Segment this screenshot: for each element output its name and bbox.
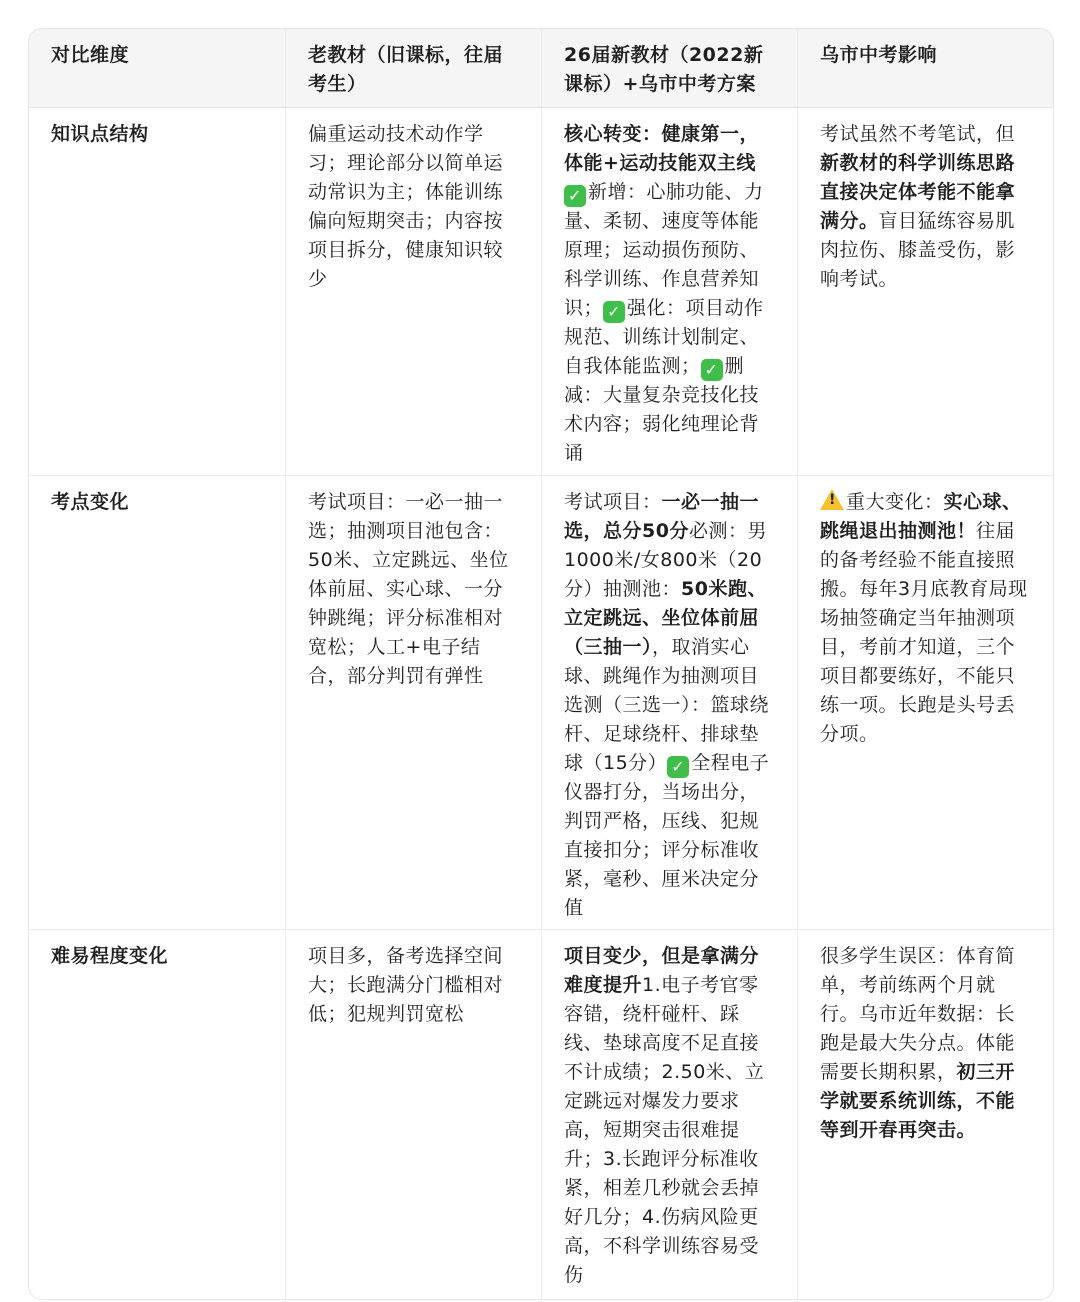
row-old-cell: 偏重运动技术动作学习；理论部分以简单运动常识为主；体能训练偏向短期突击；内容按项目拆分，健康知识较少 xyxy=(285,108,541,475)
new-text: 全程电子仪器打分，当场出分，判罚严格，压线、犯规直接扣分；评分标准收紧，毫秒、厘米决定分值 xyxy=(564,752,770,919)
row-dimension: 知识点结构 xyxy=(51,123,149,145)
row-new-cell xyxy=(541,476,797,929)
header-dimension: 对比维度 xyxy=(51,44,130,66)
row-new-cell xyxy=(541,108,797,475)
row-old-cell: 考试项目：一必一抽一选；抽测项目池包含：50米、立定跳远、坐位体前屈、实心球、一分钟跳绳；评分标准相对宽松；人工+电子结合，部分判罚有弹性 xyxy=(285,476,541,929)
new-text: 1.电子考官零容错，绕杆碰杆、踩线、垫球高度不足直接不计成绩；2.50米、立定跳远对爆发力要求高，短期突击很难提升；3.长跑评分标准收紧，相差几秒就会丢掉好几分；4.伤病风险更高，不科学训练容易受伤 xyxy=(564,974,765,1286)
new-highlight: 一必一抽一选，总分50分 xyxy=(564,491,760,542)
impact-highlight: 实心球、跳绳退出抽测池！ xyxy=(820,491,1022,542)
new-text: 删减：大量复杂竞技化技术内容；弱化纯理论背诵 xyxy=(564,355,760,464)
row-dimension: 考点变化 xyxy=(51,491,130,513)
new-highlight: 核心转变：健康第一，体能+运动技能双主线 xyxy=(564,123,760,174)
impact-text: 重大变化： xyxy=(846,491,944,513)
table-row xyxy=(29,476,1053,930)
new-text: 新增：心肺功能、力量、柔韧、速度等体能原理；运动损伤预防、科学训练、作息营养知识； xyxy=(564,181,764,319)
check-mark-icon: ✓ xyxy=(667,756,689,778)
impact-highlight: 初三开学就要系统训练，不能等到开春再突击。 xyxy=(820,1061,1016,1141)
impact-text: 盲目猛练容易肌肉拉伤、膝盖受伤，影响考试。 xyxy=(820,210,1016,290)
impact-text: 往届的备考经验不能直接照搬。每年3月底教育局现场抽签确定当年抽测项目，考前才知道，三个项目都要练好，不能只练一项。长跑是头号丢分项。 xyxy=(820,520,1028,745)
header-impact: 乌市中考影响 xyxy=(797,29,1053,107)
row-new-cell xyxy=(541,930,797,1299)
new-text: 强化：项目动作规范、训练计划制定、自我体能监测； xyxy=(564,297,764,377)
new-highlight: 50米跑、立定跳远、坐位体前屈（三抽一） xyxy=(564,578,767,658)
comparison-table xyxy=(28,28,1054,1300)
header-new-textbook: 26届新教材（2022新课标）+乌市中考方案 xyxy=(541,29,797,107)
check-mark-icon: ✓ xyxy=(603,301,625,323)
table-row xyxy=(29,930,1053,1299)
row-old-cell: 项目多，备考选择空间大；长跑满分门槛相对低；犯规判罚宽松 xyxy=(285,930,541,1299)
row-impact-cell xyxy=(797,108,1053,475)
new-highlight: 项目变少，但是拿满分难度提升 xyxy=(564,945,760,996)
warning-icon xyxy=(820,489,844,510)
header-old-textbook: 老教材（旧课标，往届考生） xyxy=(285,29,541,107)
row-impact-cell xyxy=(797,930,1053,1299)
new-text: ，取消实心球、跳绳作为抽测项目选测（三选一）：篮球绕杆、足球绕杆、排球垫球（15分） xyxy=(564,636,770,774)
check-mark-icon: ✓ xyxy=(564,185,586,207)
impact-text: 很多学生误区：体育简单，考前练两个月就行。乌市近年数据：长跑是最大失分点。体能需要长期积累， xyxy=(820,945,1016,1083)
row-impact-cell xyxy=(797,476,1053,929)
check-mark-icon: ✓ xyxy=(701,359,723,381)
row-dimension: 难易程度变化 xyxy=(51,945,169,967)
new-text: 考试项目： xyxy=(564,491,662,513)
impact-text: 考试虽然不考笔试，但 xyxy=(820,123,1016,145)
impact-highlight: 新教材的科学训练思路直接决定体考能不能拿满分。 xyxy=(820,152,1016,232)
table-row xyxy=(29,108,1053,476)
table-header-row xyxy=(29,29,1053,108)
new-text: 必测：男1000米/女800米（20分）抽测池： xyxy=(564,520,767,600)
